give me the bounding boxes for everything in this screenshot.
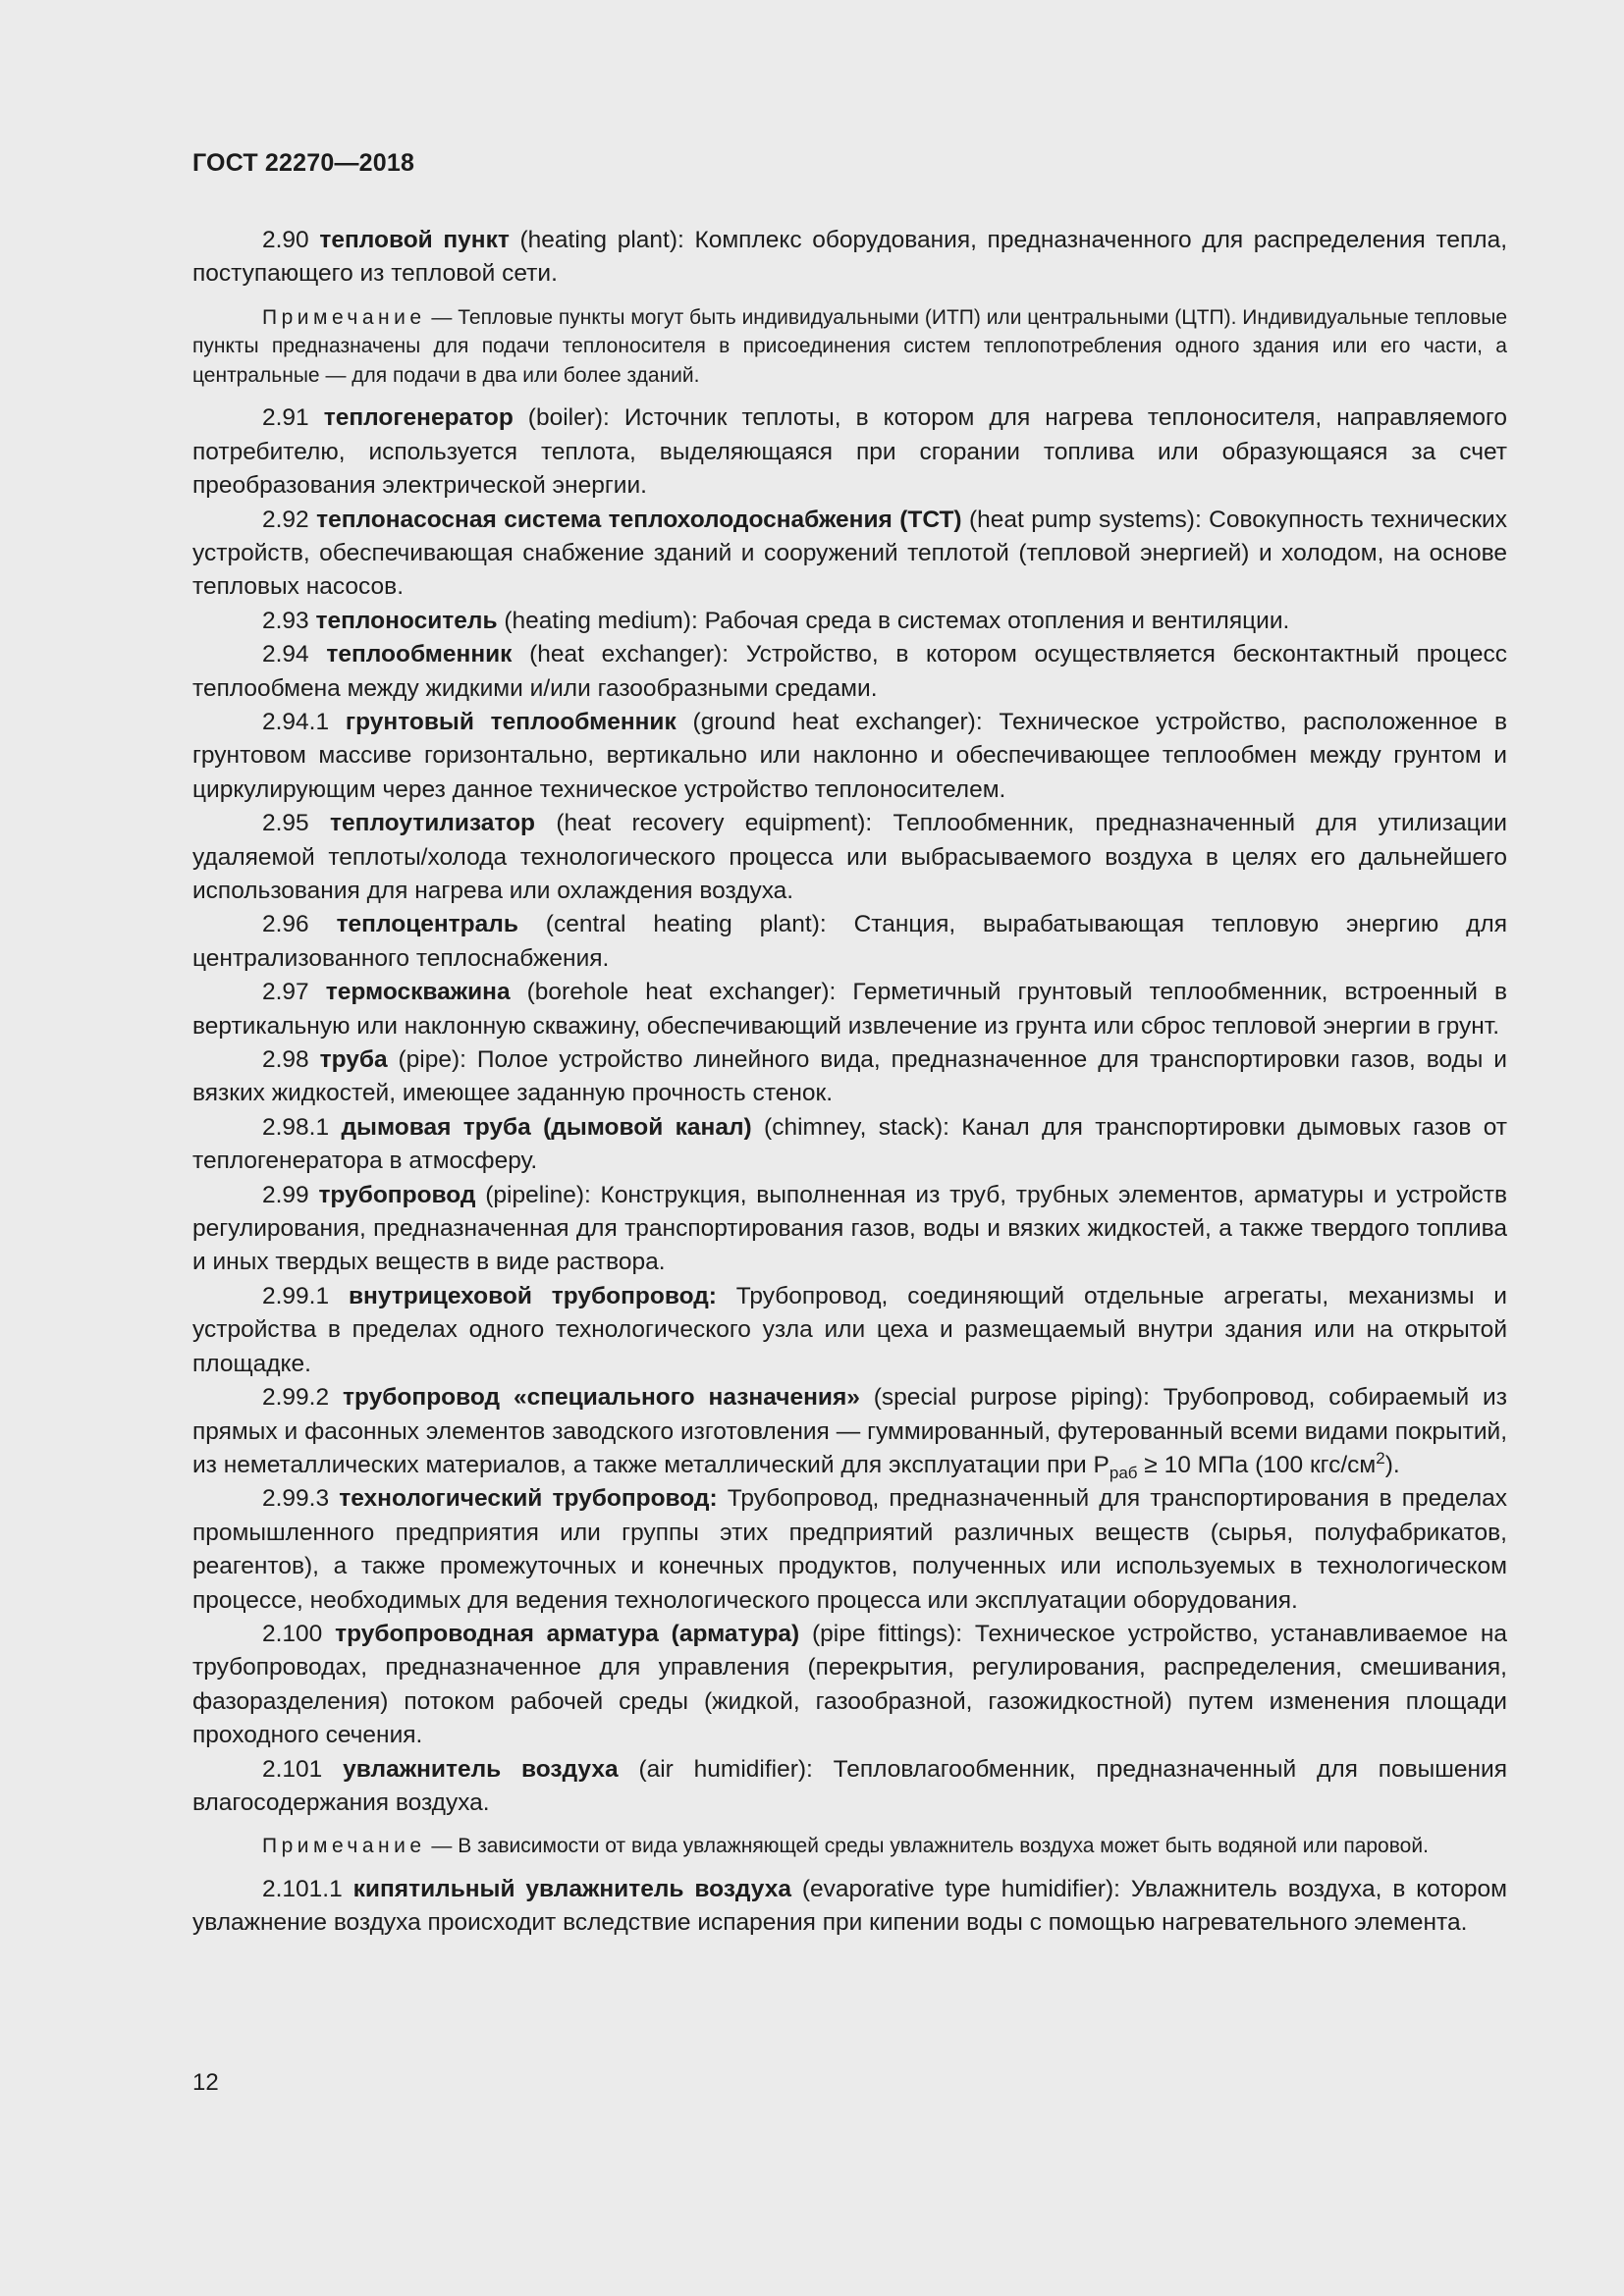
term-number: 2.93 [262, 607, 309, 634]
term-name: теплонасосная система теплохолодоснабжения (ТСТ) [316, 506, 962, 533]
term-entry [192, 605, 1507, 638]
term-definition: (boiler): Источник теплоты, в котором для нагрева теплоносителя, направляемого потребителю, используется теплота, выделяющаяся при сгорании топлива или образующаяся за счет преобразования электрической энергии. [192, 404, 1507, 500]
document-code: ГОСТ 22270—2018 [192, 149, 415, 177]
term-entry [192, 224, 1507, 292]
term-entry [192, 1753, 1507, 1821]
note-dash: — [425, 305, 459, 329]
subscript: раб [1109, 1463, 1138, 1482]
term-name: внутрицеховой трубопровод: [348, 1282, 717, 1309]
term-entry [192, 1381, 1507, 1482]
term-name: термоскважина [325, 979, 511, 1006]
term-name: теплоноситель [315, 607, 498, 634]
term-definition-end: ). [1384, 1451, 1400, 1478]
term-name: труба [319, 1046, 388, 1074]
term-entry [192, 1043, 1507, 1111]
note-dash: — [425, 1835, 459, 1858]
term-entry [192, 1111, 1507, 1179]
term-definition: (pipeline): Конструкция, выполненная из труб, трубных элементов, арматуры и устройств регулирования, предназначенная для транспортирования газов, воды и вязких жидкостей, а также твердого топлива и иных твердых веществ в виде раствора. [192, 1181, 1507, 1276]
term-entry [192, 1618, 1507, 1753]
term-definition: (heat recovery equipment): Теплообменник, предназначенный для утилизации удаляемой теплоты/холода технологического процесса или выбрасываемого воздуха в целях его дальнейшего использования для нагрева или охлаждения воздуха. [192, 810, 1507, 904]
term-definition: (heat exchanger): Устройство, в котором осуществляется бесконтактный процесс теплообмена между жидкими и/или газообразными средами. [192, 641, 1507, 702]
term-entry [192, 504, 1507, 605]
term-entry [192, 807, 1507, 908]
term-definition: (pipe fittings): Техническое устройство, устанавливаемое на трубопроводах, предназначенное для управления (перекрытия, регулирования, распределения, смешивания, фазоразделения) потоком рабочей среды (жидкой, газообразной, газожидкостной) путем изменения площади проходного сечения. [192, 1620, 1507, 1749]
superscript: 2 [1376, 1448, 1385, 1468]
term-number: 2.101.1 [262, 1875, 343, 1902]
term-definition: (evaporative type humidifier): Увлажнитель воздуха, в котором увлажнение воздуха происходит вследствие испарения при кипении воды с помощью нагревательного элемента. [192, 1875, 1507, 1937]
term-name: увлажнитель воздуха [343, 1755, 619, 1783]
term-number: 2.94 [262, 641, 309, 668]
term-name: тепловой пункт [319, 227, 510, 253]
term-number: 2.91 [262, 404, 309, 432]
term-number: 2.98 [262, 1046, 309, 1074]
term-number: 2.94.1 [262, 708, 330, 735]
note [192, 303, 1507, 391]
term-definition: Трубопровод, предназначенный для транспортирования в пределах промышленного предприятия или группы этих предприятий различных веществ (сырья, полуфабрикатов, реагентов), а также промежуточных и конечных продуктов, полученных или используемых в технологическом процессе, необходимых для ведения технологического процесса или эксплуатации оборудования. [192, 1485, 1507, 1614]
term-definition: (borehole heat exchanger): Герметичный грунтовый теплообменник, встроенный в вертикальную или наклонную скважину, обеспечивающий извлечение из грунта или сброс тепловой энергии в грунт. [192, 979, 1507, 1040]
term-entry [192, 1179, 1507, 1280]
note [192, 1832, 1507, 1861]
term-name: грунтовый теплообменник [345, 708, 677, 735]
term-number: 2.95 [262, 810, 309, 837]
term-entry [192, 1482, 1507, 1618]
term-entry [192, 706, 1507, 807]
term-number: 2.92 [262, 506, 309, 533]
term-number: 2.99.1 [262, 1282, 330, 1309]
term-definition: (heating plant): Комплекс оборудования, предназначенного для распределения тепла, поступающего из тепловой сети. [192, 227, 1508, 288]
term-definition: (ground heat exchanger): Техническое устройство, расположенное в грунтовом массиве горизонтально, вертикально или наклонно и обеспечивающее теплообмен между грунтом и циркулирующим через данное техническое устройство теплоносителем. [192, 708, 1507, 803]
term-number: 2.99.3 [262, 1485, 330, 1513]
term-definition: (chimney, stack): Канал для транспортировки дымовых газов от теплогенератора в атмосферу. [192, 1113, 1507, 1175]
note-label: Примечание [262, 1835, 426, 1858]
term-name: теплоцентраль [336, 911, 518, 938]
term-name: теплоутилизатор [330, 810, 536, 837]
term-definition: (pipe): Полое устройство линейного вида, предназначенное для транспортировки газов, воды и вязких жидкостей, имеющее заданную прочность стенок. [192, 1046, 1507, 1107]
term-number: 2.96 [262, 911, 309, 938]
term-number: 2.98.1 [262, 1113, 330, 1141]
note-text: Тепловые пункты могут быть индивидуальными (ИТП) или центральными (ЦТП). Индивидуальные тепловые пункты предназначены для подачи теплоносителя в присоединения систем теплопотребления одного здания или его части, а центральные — для подачи в два или более зданий. [192, 305, 1508, 387]
term-definition: Трубопровод, соединяющий отдельные агрегаты, механизмы и устройства в пределах одного технологического узла или цеха и размещаемый внутри здания или на открытой площадке. [192, 1282, 1507, 1377]
note-text: В зависимости от вида увлажняющей среды увлажнитель воздуха может быть водяной или паровой. [458, 1835, 1429, 1858]
term-entry [192, 638, 1507, 706]
term-name: теплообменник [326, 641, 513, 668]
document-body [192, 224, 1507, 1941]
term-number: 2.99 [262, 1181, 309, 1208]
term-definition: (central heating plant): Станция, вырабатывающая тепловую энергию для централизованного теплоснабжения. [192, 911, 1507, 972]
term-number: 2.90 [262, 227, 309, 253]
term-definition-cont: ≥ 10 МПа (100 кгс/см [1137, 1451, 1377, 1478]
page-number: 12 [192, 2069, 219, 2096]
term-name: кипятильный увлажнитель воздуха [352, 1875, 791, 1902]
term-number: 2.100 [262, 1620, 323, 1647]
term-definition: (air humidifier): Тепловлагообменник, предназначенный для повышения влагосодержания воздуха. [192, 1755, 1507, 1816]
note-label: Примечание [262, 305, 426, 329]
term-entry [192, 401, 1507, 503]
term-entry [192, 976, 1507, 1043]
term-entry [192, 908, 1507, 976]
term-name: дымовая труба (дымовой канал) [341, 1113, 752, 1141]
term-definition: (heat pump systems): Совокупность технических устройств, обеспечивающая снабжение зданий и сооружений теплотой (тепловой энергией) и холодом, на основе тепловых насосов. [192, 506, 1507, 601]
term-name: теплогенератор [323, 404, 514, 432]
term-name: технологический трубопровод: [339, 1485, 718, 1513]
term-name: трубопровод [318, 1181, 476, 1208]
term-entry [192, 1280, 1507, 1381]
term-number: 2.99.2 [262, 1384, 330, 1412]
term-name: трубопроводная арматура (арматура) [335, 1620, 800, 1647]
term-entry [192, 1873, 1507, 1941]
term-definition: (heating medium): Рабочая среда в системах отопления и вентиляции. [497, 607, 1290, 634]
term-number: 2.101 [262, 1755, 323, 1783]
term-number: 2.97 [262, 979, 309, 1006]
term-name: трубопровод «специального назначения» [343, 1384, 860, 1412]
term-definition: (special purpose piping): Трубопровод, собираемый из прямых и фасонных элементов заводского изготовления — гуммированный, футерованный всеми видами покрытий, из неметаллических материалов, а также металлический для эксплуатации при P [192, 1384, 1507, 1478]
